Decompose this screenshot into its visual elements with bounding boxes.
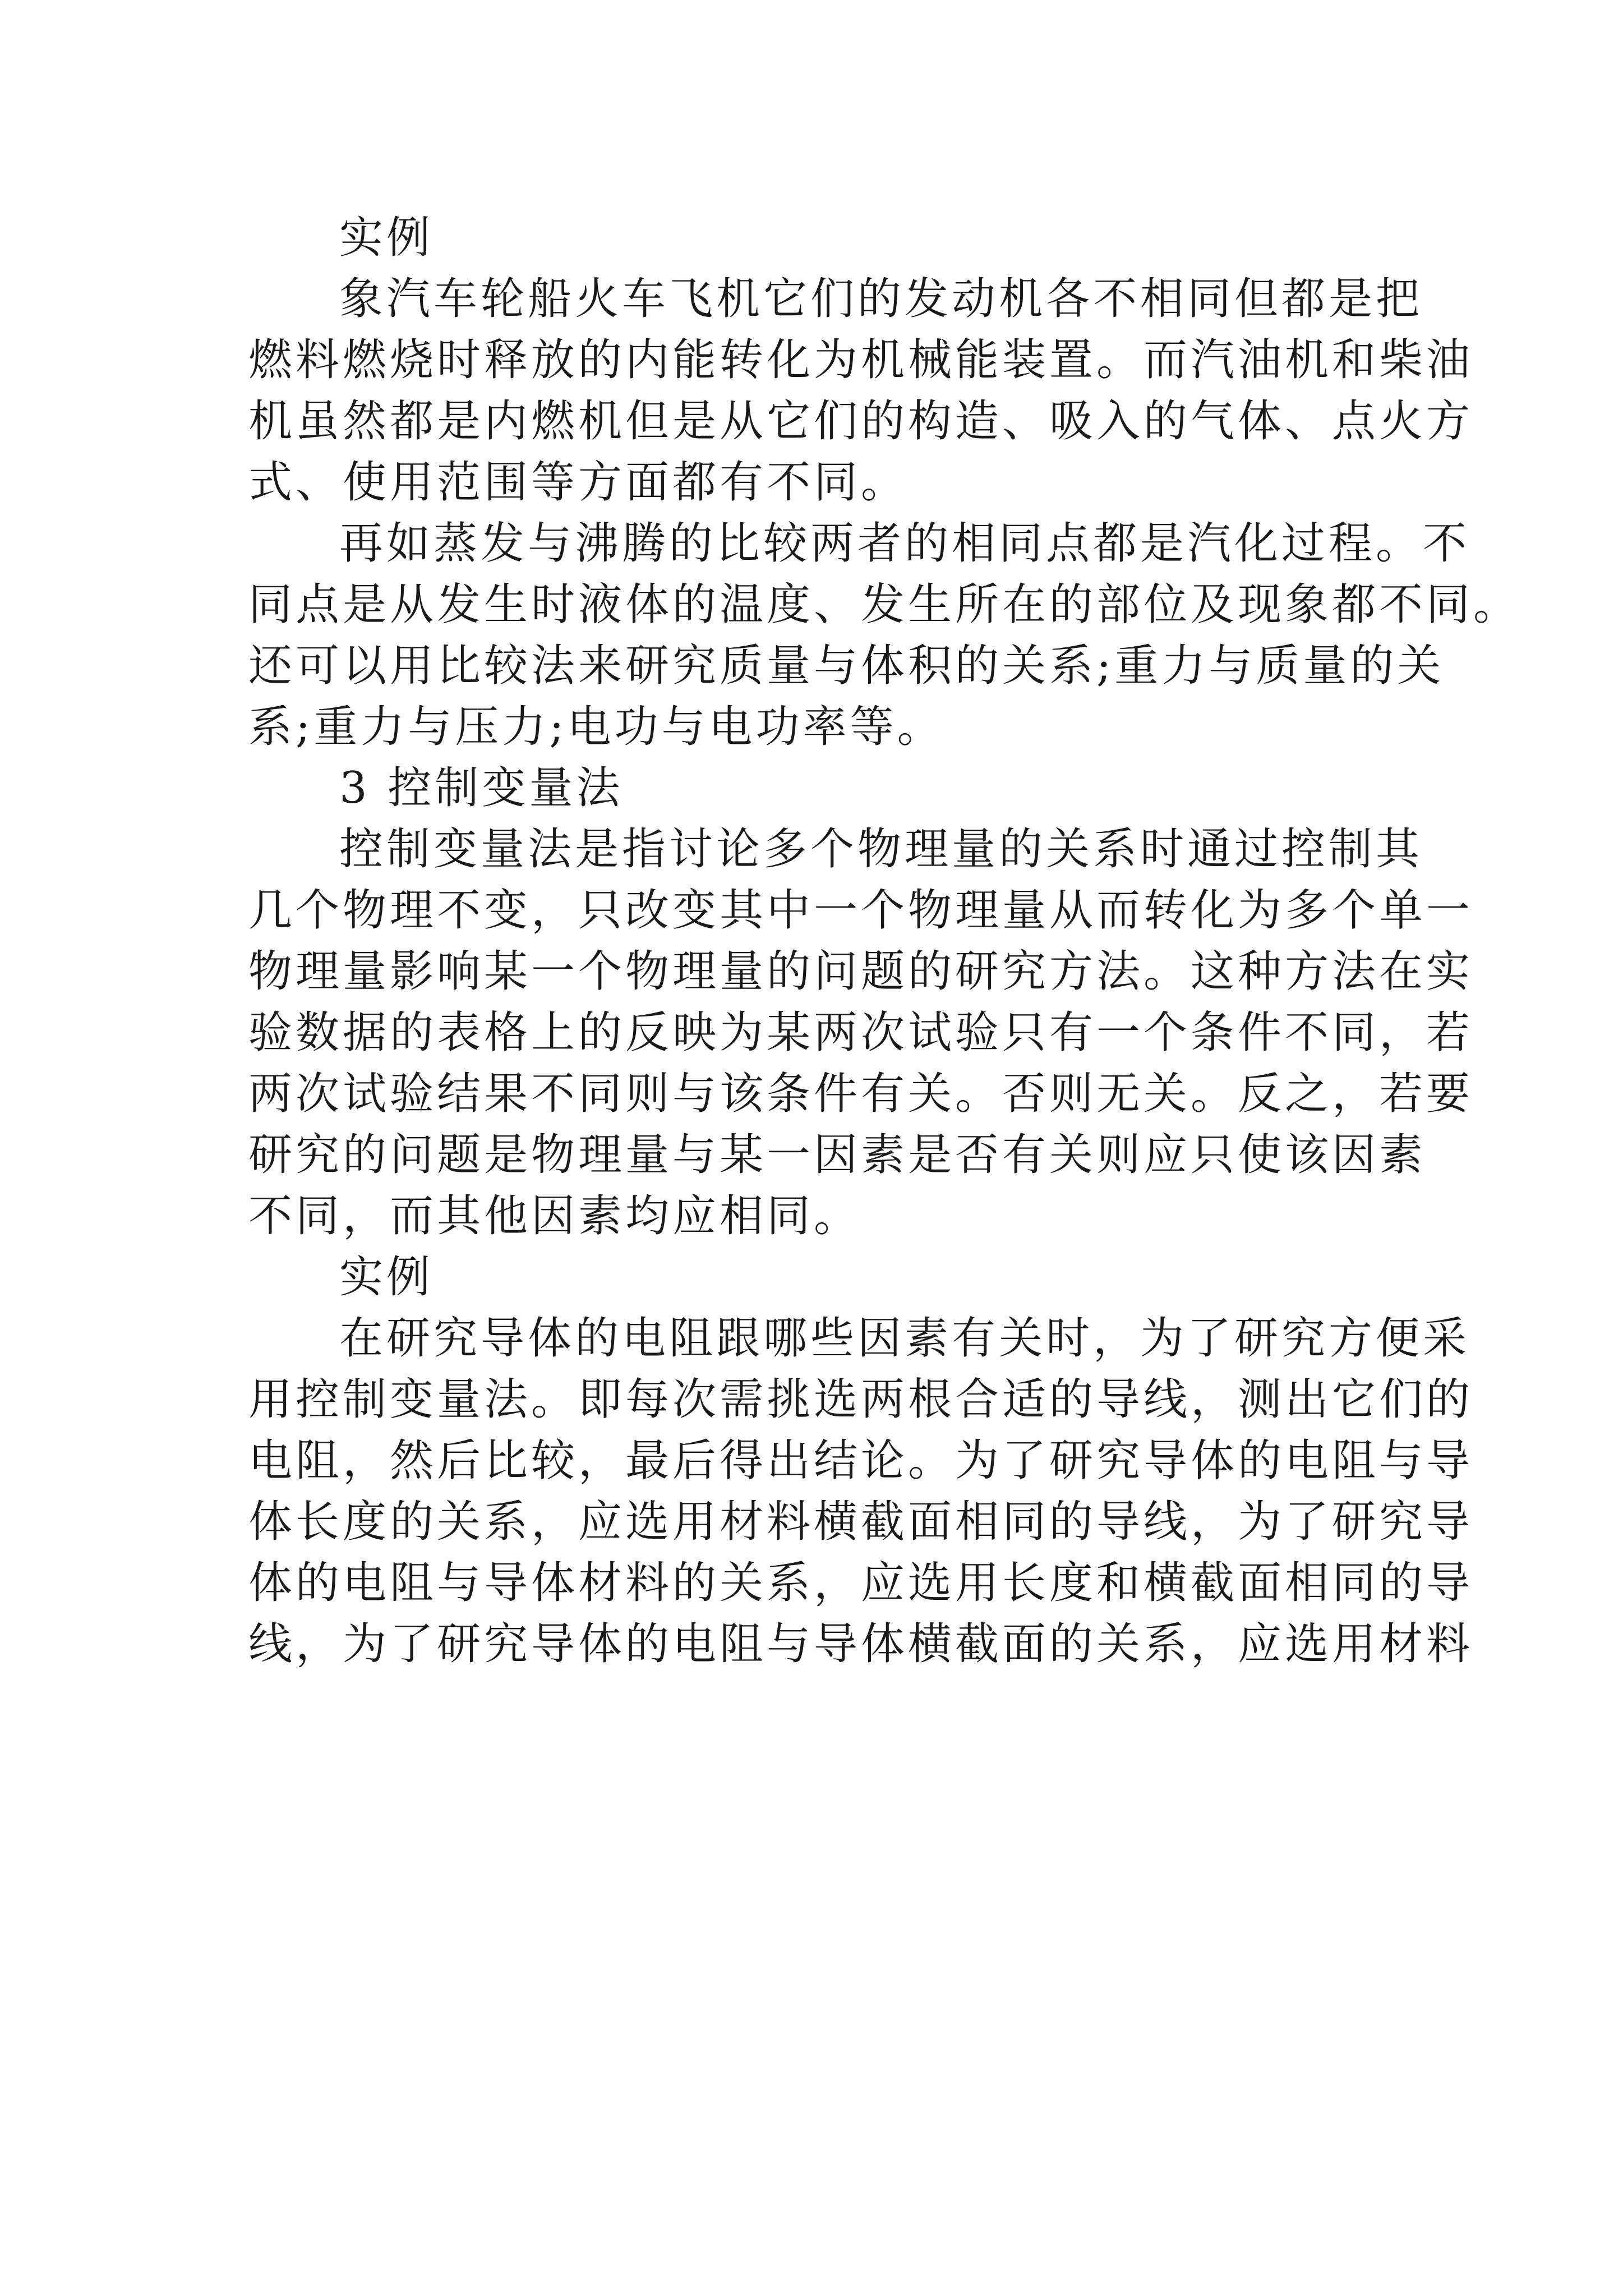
paragraph-line: 物理量影响某一个物理量的问题的研究方法。这种方法在实 xyxy=(248,946,1474,997)
paragraph-line: 线，为了研究导体的电阻与导体横截面的关系，应选用材料 xyxy=(248,1619,1474,1669)
body-text xyxy=(248,208,1521,1675)
paragraph-line: 电阻，然后比较，最后得出结论。为了研究导体的电阻与导 xyxy=(248,1435,1474,1486)
paragraph-line: 在研究导体的电阻跟哪些因素有关时，为了研究方便采 xyxy=(339,1313,1470,1364)
heading-example: 实例 xyxy=(339,213,434,263)
heading-example: 实例 xyxy=(339,1252,434,1303)
paragraph-line: 几个物理不变，只改变其中一个物理量从而转化为多个单一 xyxy=(248,885,1474,936)
paragraph-line: 式、使用范围等方面都有不同。 xyxy=(248,457,909,508)
paragraph-line: 不同，而其他因素均应相同。 xyxy=(248,1191,861,1241)
paragraph-line: 两次试验结果不同则与该条件有关。否则无关。反之，若要 xyxy=(248,1069,1474,1119)
paragraph-line: 燃料燃烧时释放的内能转化为机械能装置。而汽油机和柴油 xyxy=(248,335,1474,385)
paragraph-line: 系;重力与压力;电功与电功率等。 xyxy=(248,702,944,752)
paragraph-line: 再如蒸发与沸腾的比较两者的相同点都是汽化过程。不 xyxy=(339,518,1470,569)
paragraph-line: 研究的问题是物理量与某一因素是否有关则应只使该因素 xyxy=(248,1130,1427,1180)
paragraph-line: 用控制变量法。即每次需挑选两根合适的导线，测出它们的 xyxy=(248,1374,1474,1425)
paragraph-line: 控制变量法是指讨论多个物理量的关系时通过控制其 xyxy=(339,824,1423,875)
paragraph-line: 还可以用比较法来研究质量与体积的关系;重力与质量的关 xyxy=(248,641,1445,691)
paragraph-line: 同点是从发生时液体的温度、发生所在的部位及现象都不同。 xyxy=(248,579,1521,630)
paragraph-line: 体长度的关系，应选用材料横截面相同的导线，为了研究导 xyxy=(248,1497,1474,1547)
paragraph-line: 验数据的表格上的反映为某两次试验只有一个条件不同，若 xyxy=(248,1007,1474,1058)
paragraph-line: 机虽然都是内燃机但是从它们的构造、吸入的气体、点火方 xyxy=(248,396,1474,447)
paragraph-line: 象汽车轮船火车飞机它们的发动机各不相同但都是把 xyxy=(339,274,1423,324)
section-heading: 3 控制变量法 xyxy=(339,763,624,813)
paragraph-line: 体的电阻与导体材料的关系，应选用长度和横截面相同的导 xyxy=(248,1558,1474,1608)
